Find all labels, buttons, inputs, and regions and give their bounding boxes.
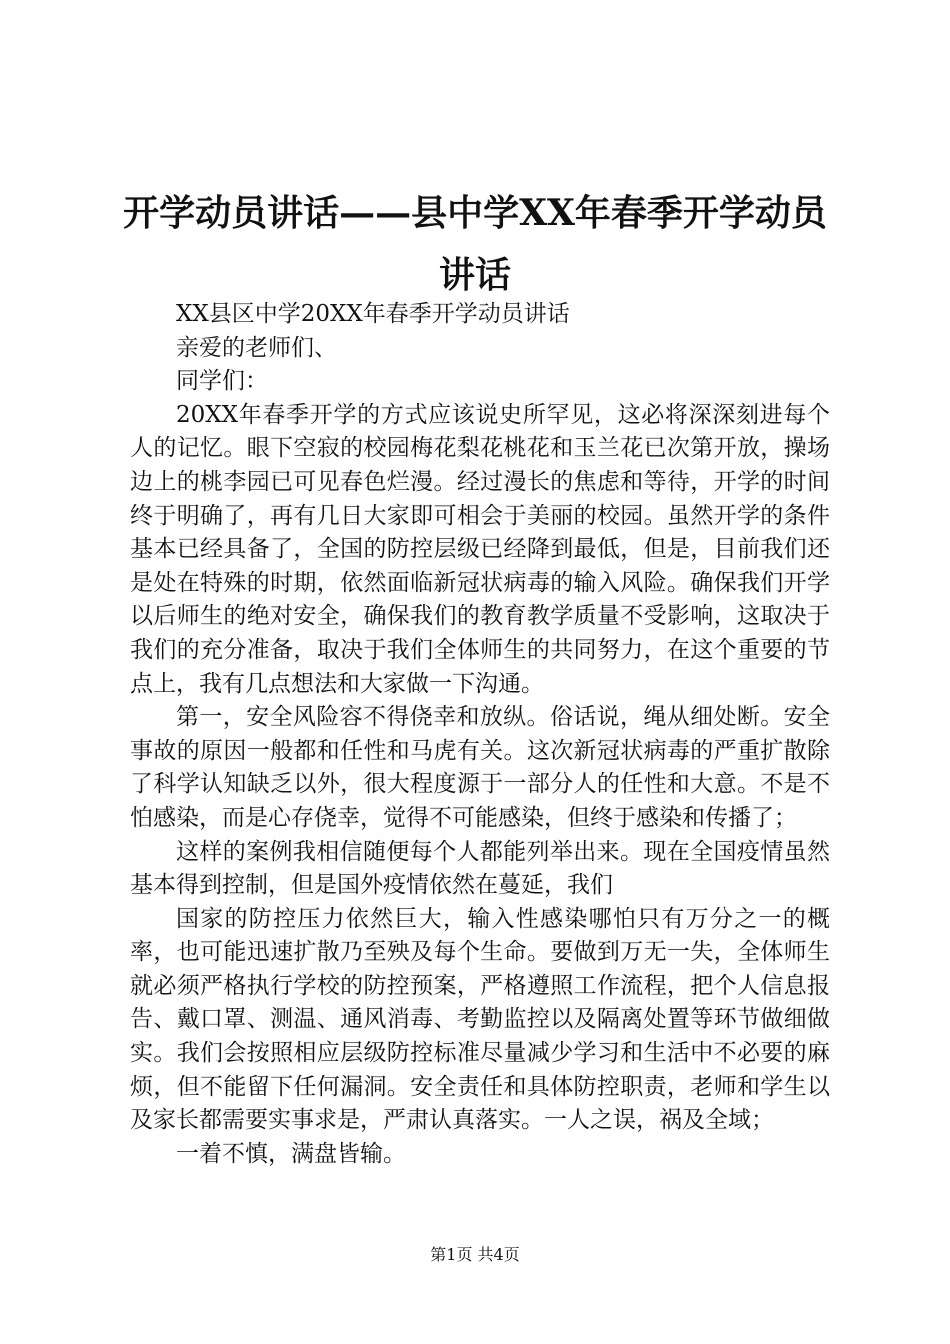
page-footer: 第1页 共4页 (430, 1245, 520, 1264)
paragraph: XX县区中学20XX年春季开学动员讲话 (176, 301, 570, 327)
document-title: 开学动员讲话——县中学XX年春季开学动员讲话 (123, 192, 827, 296)
paragraph: 第一，安全风险容不得侥幸和放纵。俗话说，绳从细处断。安全事故的原因一般都和任性和马虎有关。这次新冠状病毒的严重扩散除了科学认知缺乏以外，很大程度源于一部分人的任性和大意。不是不怕感染，而是心存侥幸，觉得不可能感染，但终于感染和传播了； (130, 704, 830, 831)
paragraph: 一着不慎，满盘皆输。 (176, 1140, 406, 1167)
paragraph: 国家的防控压力依然巨大，输入性感染哪怕只有万分之一的概率，也可能迅速扩散乃至殃及每个生命。要做到万无一失，全体师生就必须严格执行学校的防控预案，严格遵照工作流程，把个人信息报告、戴口罩、测温、通风消毒、考勤监控以及隔离处置等环节做细做实。我们会按照相应层级防控标准尽量减少学习和生活中不必要的麻烦，但不能留下任何漏洞。安全责任和具体防控职责，老师和学生以及家长都需要实事求是，严肃认真落实。一人之误，祸及全域； (130, 905, 830, 1134)
paragraph: 亲爱的老师们、 (176, 334, 337, 361)
paragraph: 同学们： (176, 368, 268, 395)
paragraph: 20XX年春季开学的方式应该说史所罕见，这必将深深刻进每个人的记忆。眼下空寂的校园梅花梨花桃花和玉兰花已次第开放，操场边上的桃李园已可见春色烂漫。经过漫长的焦虑和等待，开学的时间终于明确了，再有几日大家即可相会于美丽的校园。虽然开学的条件基本已经具备了，全国的防控层级已经降到最低，但是，目前我们还是处在特殊的时期，依然面临新冠状病毒的输入风险。确保我们开学以后师生的绝对安全，确保我们的教育教学质量不受影响，这取决于我们的充分准备，取决于我们全体师生的共同努力，在这个重要的节点上，我有几点想法和大家做一下沟通。 (130, 401, 830, 697)
document-body (130, 298, 830, 1171)
paragraph: 这样的案例我相信随便每个人都能列举出来。现在全国疫情虽然基本得到控制，但是国外疫情依然在蔓延，我们 (130, 838, 830, 899)
